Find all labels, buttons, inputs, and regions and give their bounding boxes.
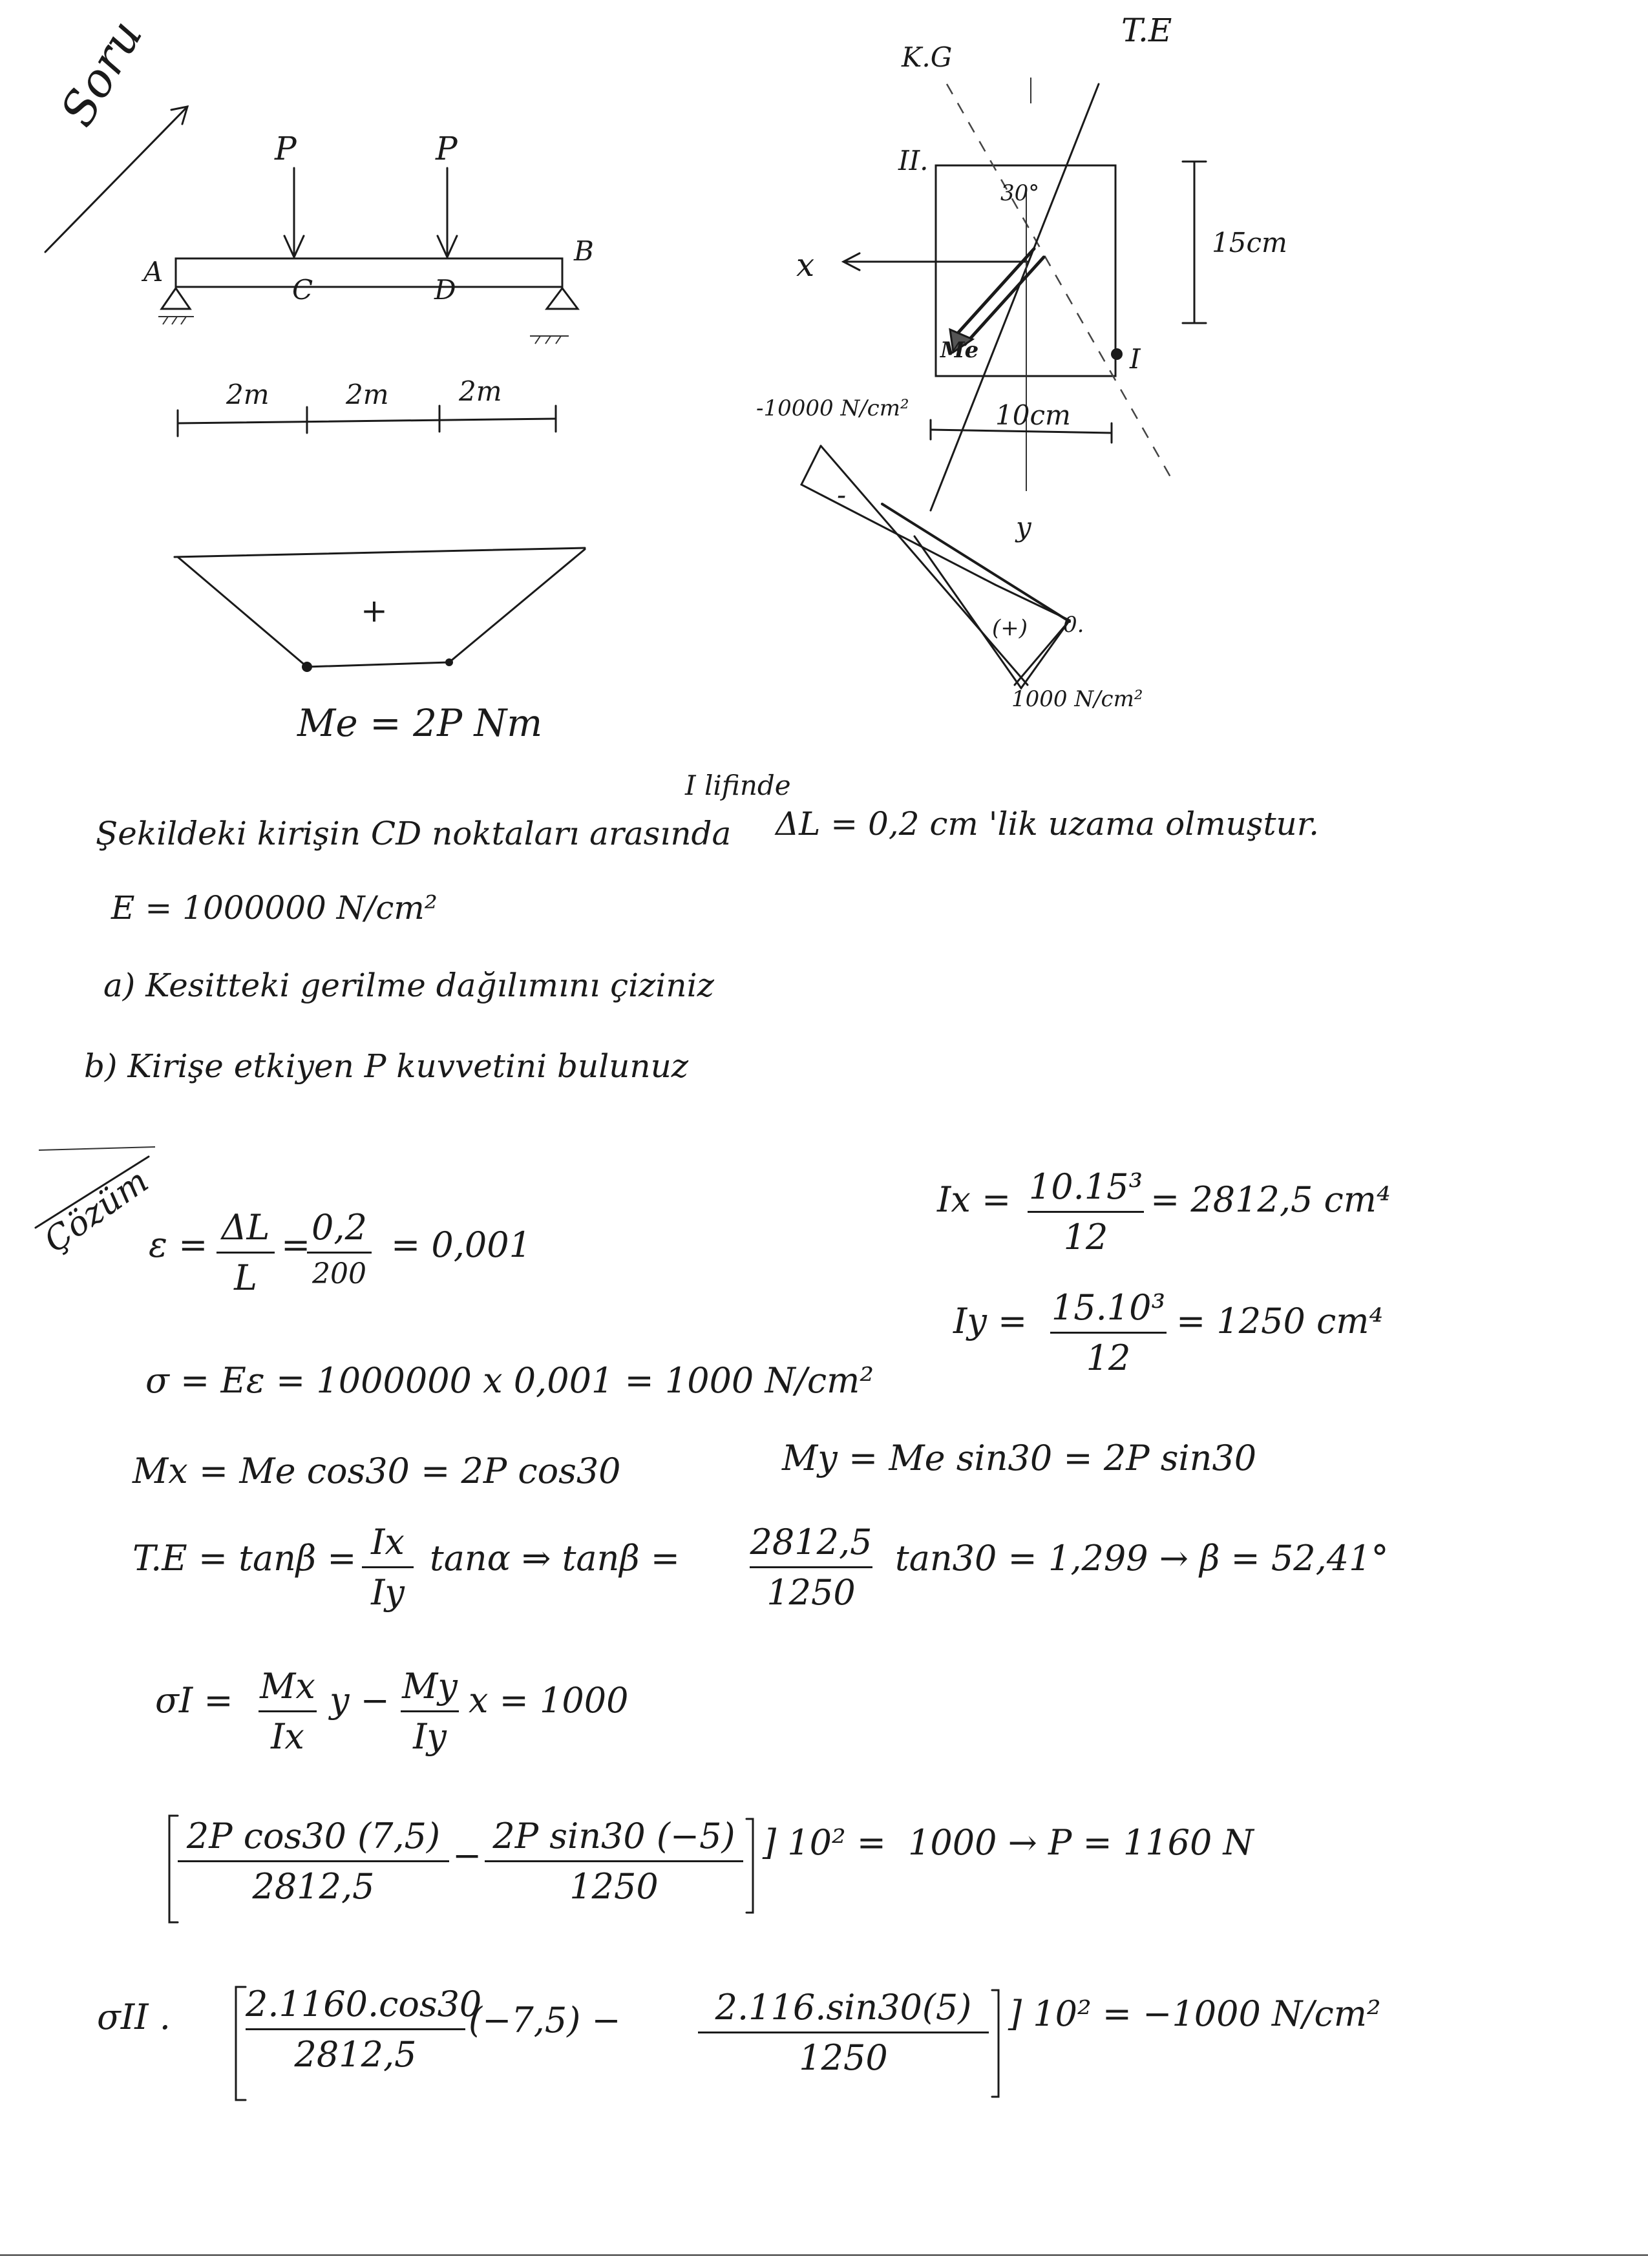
beam-span-2: 2m bbox=[346, 379, 389, 410]
section-axis-x: x bbox=[796, 246, 815, 284]
eq2-fraction-2 bbox=[698, 1987, 989, 2078]
span-dimension bbox=[178, 406, 556, 436]
sigma-i-f1-den: Ix bbox=[271, 1716, 304, 1757]
beam-load-left: P bbox=[275, 130, 297, 167]
statement-line1: Şekildeki kirişin CD noktaları arasında bbox=[96, 815, 732, 852]
section-zero-mark: 0. bbox=[1063, 612, 1084, 638]
te-lhs: T.E = tanβ = bbox=[132, 1538, 357, 1579]
eq2-lhs: σII . bbox=[97, 1997, 171, 2037]
te-fraction-1 bbox=[362, 1522, 414, 1613]
te-f1-num: Ix bbox=[371, 1522, 405, 1562]
eq1-fraction-2 bbox=[485, 1816, 743, 1907]
stress-baseline bbox=[882, 504, 1070, 622]
eq1-f1-num: 2P cos30 (7,5) bbox=[186, 1816, 441, 1856]
stress-equation: σ = Eε = 1000000 x 0,001 = 1000 N/cm² bbox=[145, 1360, 874, 1401]
ix-lhs: Ix = bbox=[937, 1179, 1011, 1220]
support-a bbox=[162, 288, 190, 309]
strain-f1-num: ΔL bbox=[221, 1207, 270, 1248]
section-axis-y: y bbox=[1016, 511, 1031, 543]
te-f1-den: Iy bbox=[371, 1572, 405, 1613]
strain-result: = 0,001 bbox=[391, 1224, 532, 1265]
section-sign-neg: - bbox=[837, 479, 847, 510]
ix-den: 12 bbox=[1063, 1217, 1108, 1257]
sigma-i-f1-num: Mx bbox=[260, 1666, 315, 1706]
section-corner-bottom: I bbox=[1130, 343, 1141, 375]
strain-lhs: ε = bbox=[149, 1224, 208, 1265]
sigma-i-f2-den: Iy bbox=[413, 1716, 447, 1757]
ix-result: = 2812,5 cm⁴ bbox=[1150, 1179, 1391, 1220]
eq2-f1-den: 2812,5 bbox=[294, 2034, 417, 2075]
strain-f2-num: 0,2 bbox=[312, 1207, 367, 1248]
eq1-f2-den: 1250 bbox=[569, 1866, 659, 1907]
solution-heading: Çözüm bbox=[37, 1161, 156, 1261]
section-angle: 30° bbox=[1000, 180, 1040, 206]
beam-load-right: P bbox=[436, 130, 458, 167]
eq1-f2-num: 2P sin30 (−5) bbox=[492, 1816, 735, 1856]
my-equation: My = Me sin30 = 2P sin30 bbox=[782, 1438, 1257, 1478]
mx-equation: Mx = Me cos30 = 2P cos30 bbox=[132, 1451, 621, 1491]
eq2-fraction-1 bbox=[246, 1984, 482, 2075]
section-corner-top: II. bbox=[898, 145, 929, 176]
te-line bbox=[931, 84, 1099, 510]
beam-span-3: 2m bbox=[459, 375, 502, 407]
eq1-result: 1000 → P = 1160 N bbox=[908, 1822, 1254, 1863]
section-sign-pos: (+) bbox=[992, 615, 1028, 641]
moment-sign: + bbox=[361, 592, 388, 629]
beam-node-a: A bbox=[143, 256, 164, 288]
ix-fraction bbox=[1028, 1166, 1144, 1257]
beam-body bbox=[176, 258, 562, 287]
moment-label: Me = 2P Nm bbox=[297, 701, 543, 745]
sigma-i-fraction-1 bbox=[259, 1666, 317, 1757]
strain-eq: = bbox=[281, 1224, 311, 1265]
eq2-close: ] 10² = −1000 N/cm² bbox=[1008, 1993, 1381, 2034]
sigma-i-mid: y − bbox=[330, 1680, 390, 1721]
iy-result: = 1250 cm⁴ bbox=[1176, 1301, 1384, 1341]
iy-fraction bbox=[1050, 1287, 1167, 1378]
ix-num: 10.15³ bbox=[1028, 1166, 1143, 1207]
part-a: a) Kesitteki gerilme dağılımını çiziniz bbox=[103, 967, 714, 1004]
cross-section bbox=[801, 78, 1206, 688]
sigma-i-f2-num: My bbox=[402, 1666, 458, 1706]
eq1-close: ] 10² = bbox=[763, 1822, 887, 1863]
stress-pos-wedge bbox=[914, 536, 1070, 688]
iy-lhs: Iy = bbox=[953, 1301, 1028, 1341]
section-width: 10cm bbox=[995, 399, 1071, 431]
eq1-f1-den: 2812,5 bbox=[252, 1866, 375, 1907]
te-f2-num: 2812,5 bbox=[750, 1522, 872, 1562]
sigma-i-fraction-2 bbox=[401, 1666, 459, 1757]
question-heading: Soru bbox=[49, 10, 153, 136]
eq2-mid: (−7,5) − bbox=[469, 2000, 621, 2041]
beam-node-d: D bbox=[434, 274, 456, 306]
strain-f2-den: 200 bbox=[312, 1257, 366, 1290]
statement-note: I lifinde bbox=[685, 770, 791, 801]
beam-node-b: B bbox=[574, 235, 594, 267]
beam-diagram bbox=[158, 168, 578, 344]
eq1-fraction-1 bbox=[178, 1816, 449, 1907]
section-label-te: T.E bbox=[1121, 12, 1172, 49]
strain-fraction-2 bbox=[307, 1207, 372, 1290]
eq1-minus: − bbox=[452, 1835, 482, 1876]
part-b: b) Kirişe etkiyen P kuvvetini bulunuz bbox=[84, 1047, 689, 1085]
sigma-i-lhs: σI = bbox=[155, 1680, 233, 1721]
section-moment-vector: Me bbox=[940, 337, 979, 363]
iy-num: 15.10³ bbox=[1051, 1287, 1166, 1328]
statement-e: E = 1000000 N/cm² bbox=[111, 889, 438, 927]
eq2-f2-den: 1250 bbox=[799, 2037, 888, 2078]
te-result: tan30 = 1,299 → β = 52,41° bbox=[895, 1538, 1389, 1579]
eq2-f1-num: 2.1160.cos30 bbox=[246, 1984, 482, 2024]
strain-fraction-1 bbox=[217, 1207, 275, 1298]
heading-slash bbox=[45, 107, 187, 252]
section-stress-neg: -10000 N/cm² bbox=[756, 395, 909, 421]
statement-line1-rest: ΔL = 0,2 cm 'lik uzama olmuştur. bbox=[776, 805, 1320, 843]
te-f2-den: 1250 bbox=[766, 1572, 856, 1613]
te-mid: tanα ⇒ tanβ = bbox=[430, 1538, 681, 1579]
eq2-f2-num: 2.116.sin30(5) bbox=[715, 1987, 972, 2028]
section-stress-pos: 1000 N/cm² bbox=[1011, 686, 1143, 712]
section-height: 15cm bbox=[1212, 227, 1287, 258]
support-b bbox=[547, 288, 578, 309]
te-fraction-2 bbox=[750, 1522, 872, 1613]
beam-span-1: 2m bbox=[226, 379, 269, 410]
beam-node-c: C bbox=[292, 274, 313, 306]
section-label-kg: K.G bbox=[902, 41, 953, 73]
strain-f1-den: L bbox=[234, 1257, 257, 1298]
sigma-i-result: x = 1000 bbox=[469, 1680, 629, 1721]
iy-den: 12 bbox=[1086, 1338, 1131, 1378]
